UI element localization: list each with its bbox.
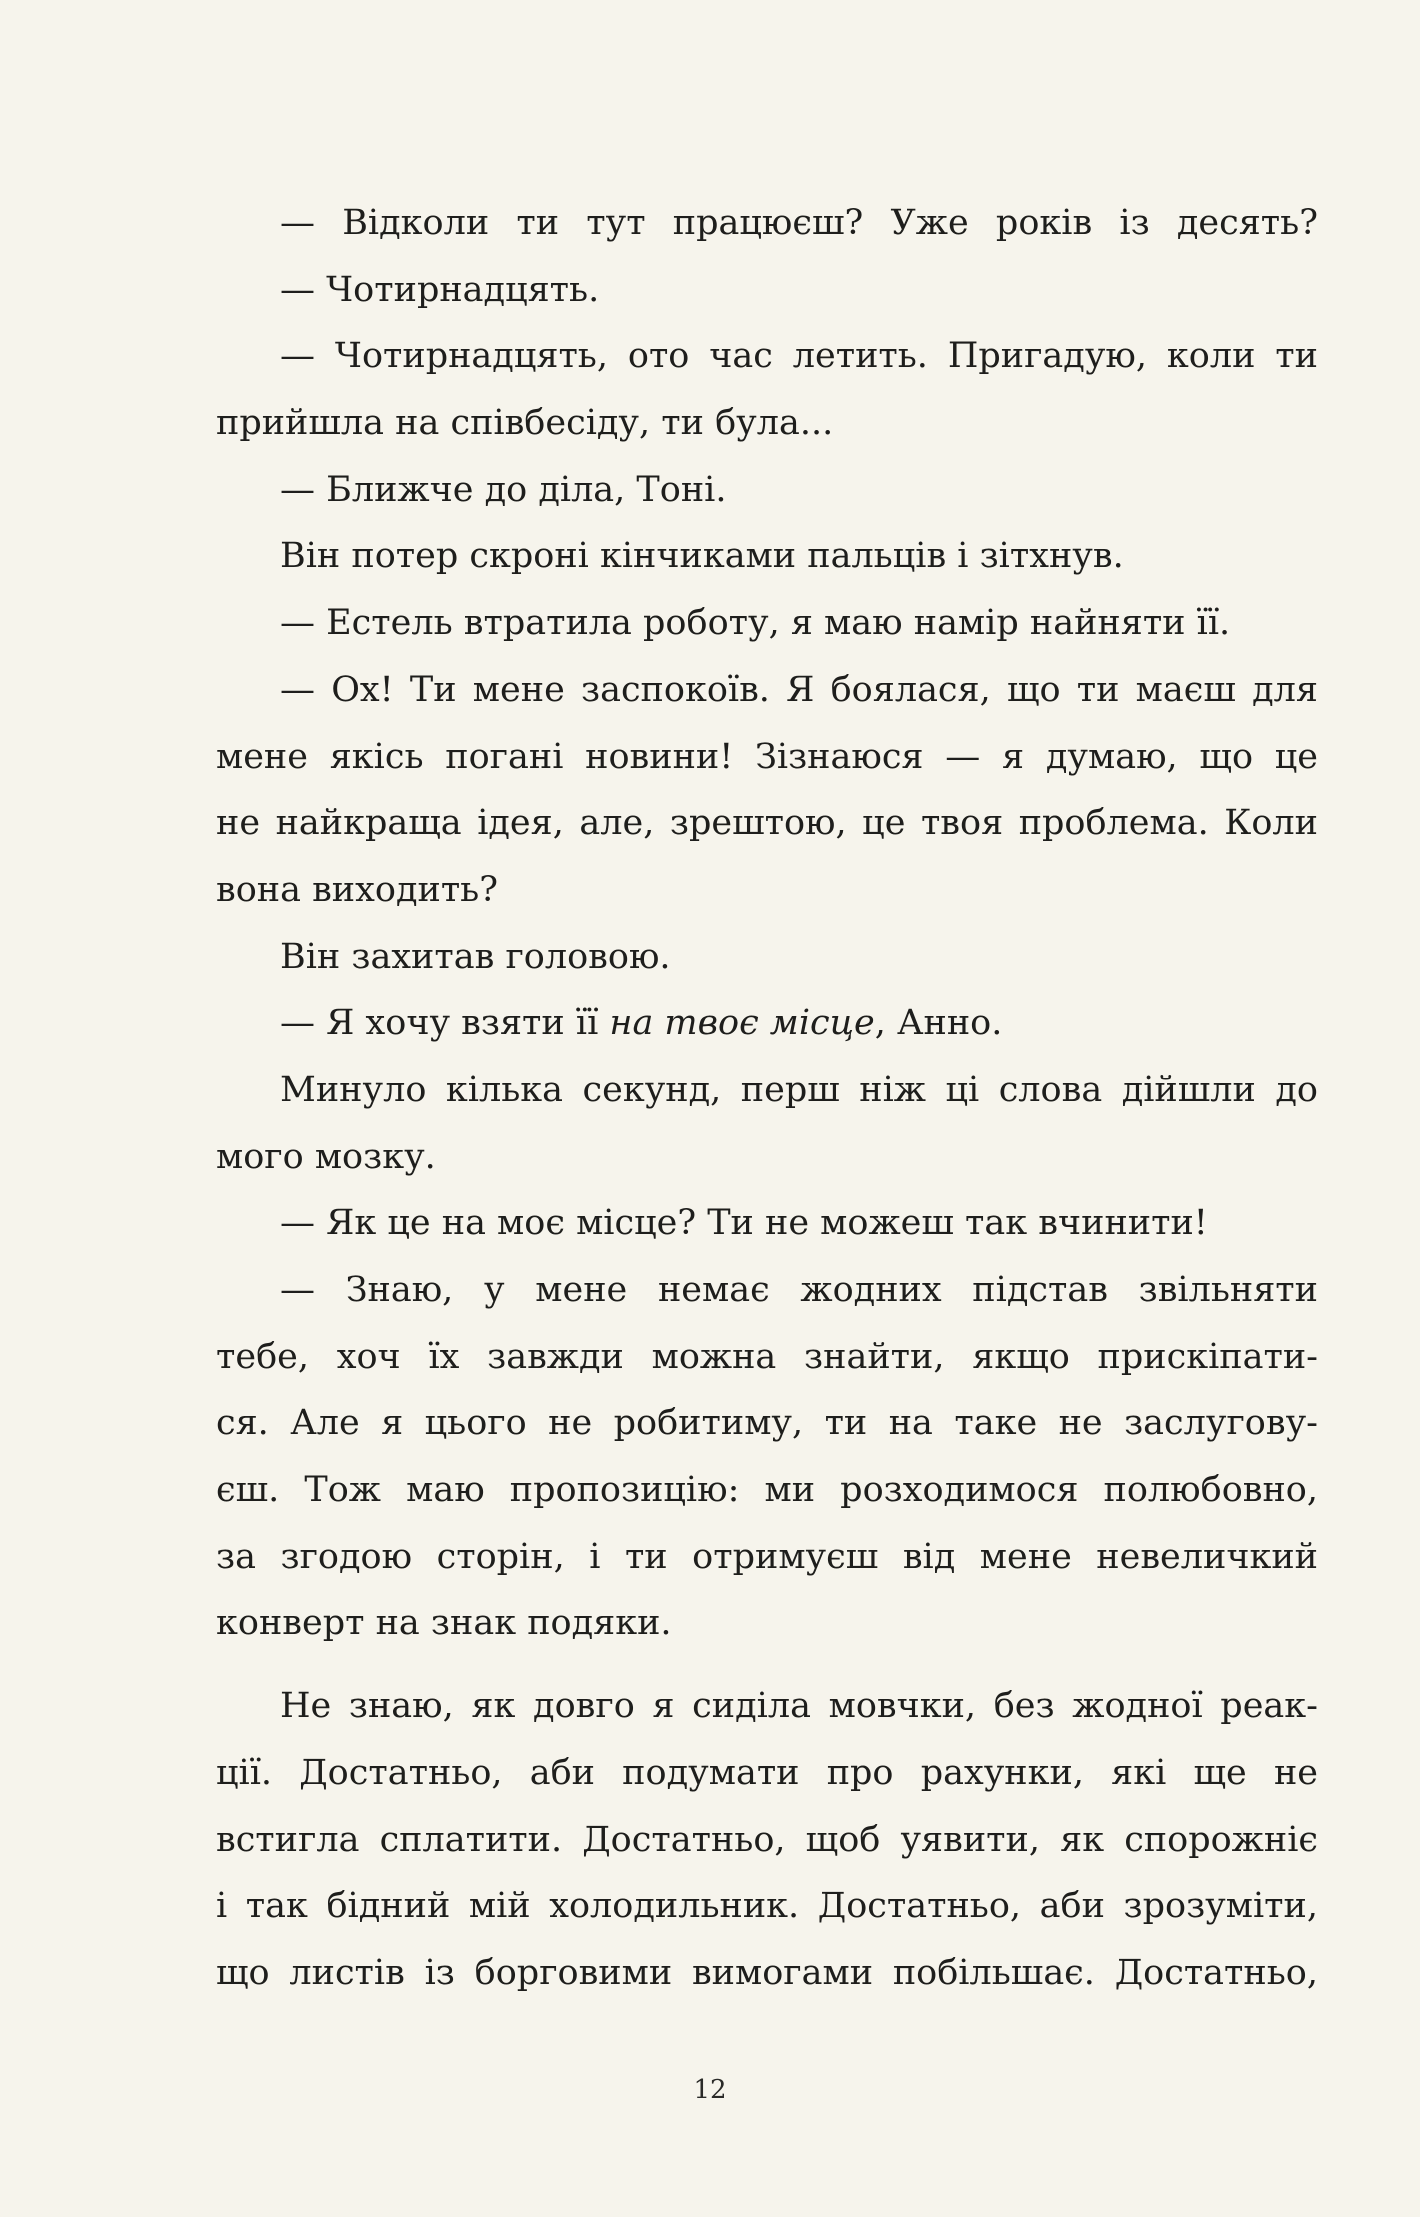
text-line: ся. Але я цього не робитиму, ти на таке не заслугову-	[216, 1403, 1318, 1444]
italic-phrase: на твоє місце	[609, 1003, 875, 1044]
text-line: єш. Тож маю пропозицію: ми розходимося полюбовно,	[216, 1470, 1318, 1511]
text-line-with-italic	[216, 990, 1318, 1057]
text-line: встигла сплатити. Достатньо, щоб уявити, як спорожніє	[216, 1819, 1318, 1860]
text-line: ції. Достатньо, аби подумати про рахунки, які ще не	[216, 1752, 1318, 1793]
text-line: вона виходить?	[216, 869, 498, 910]
line-text-before: — Я хочу взяти її	[280, 1003, 610, 1044]
text-line: — Чотирнадцять.	[280, 269, 600, 310]
text-line: що листів із борговими вимогами побільшає. Достатньо,	[216, 1952, 1318, 1993]
text-line: тебе, хоч їх завжди можна знайти, якщо прискіпати-	[216, 1336, 1318, 1377]
text-line: і так бідний мій холодильник. Достатньо, аби зрозуміти,	[216, 1886, 1318, 1927]
text-line: — Відколи ти тут працюєш? Уже років із десять?	[280, 203, 1318, 243]
text-line: Не знаю, як довго я сиділа мовчки, без жодної реак-	[280, 1686, 1318, 1727]
text-line: — Ближче до діла, Тоні.	[280, 469, 727, 510]
text-line: — Чотирнадцять, ото час летить. Пригадую, коли ти	[280, 336, 1318, 377]
page-number: 12	[693, 2075, 727, 2105]
line-text-after: , Анно.	[874, 1003, 1003, 1044]
body-text	[216, 190, 1318, 2007]
text-line: не найкраща ідея, але, зрештою, це твоя проблема. Коли	[216, 803, 1318, 844]
text-line: — Знаю, у мене немає жодних підстав звільняти	[280, 1270, 1318, 1310]
text-line: мого мозку.	[216, 1136, 436, 1177]
text-line: прийшла на співбесіду, ти була...	[216, 403, 834, 444]
text-line: — Як це на моє місце? Ти не можеш так вчинити!	[280, 1203, 1208, 1244]
text-line: мене якісь погані новини! Зізнаюся — я думаю, що це	[216, 736, 1318, 777]
text-line: Він потер скроні кінчиками пальців і зітхнув.	[280, 536, 1124, 577]
text-line: конверт на знак подяки.	[216, 1603, 672, 1644]
text-line: Він захитав головою.	[280, 936, 671, 977]
text-line: за згодою сторін, і ти отримуєш від мене невеличкий	[216, 1536, 1318, 1577]
text-line: — Естель втратила роботу, я маю намір найняти її.	[280, 603, 1231, 644]
text-line: — Ох! Ти мене заспокоїв. Я боялася, що ти маєш для	[280, 669, 1318, 710]
text-line: Минуло кілька секунд, перш ніж ці слова дійшли до	[280, 1069, 1318, 1110]
